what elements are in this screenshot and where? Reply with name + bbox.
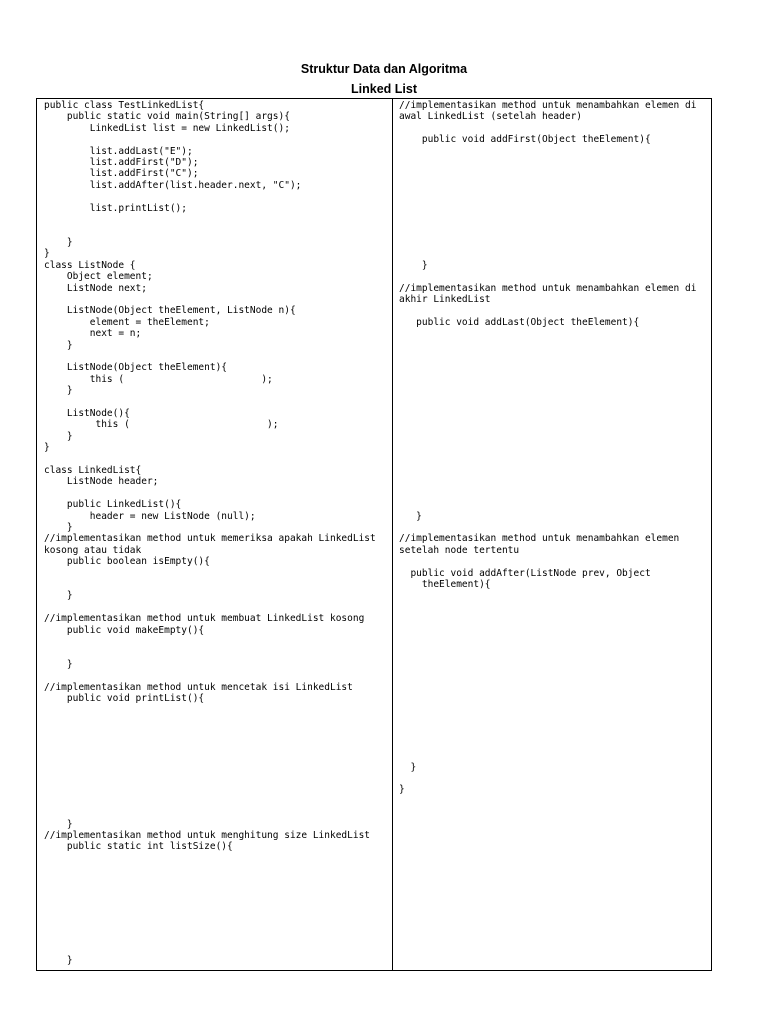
document-title: Struktur Data dan Algoritma <box>300 62 468 76</box>
document-subtitle: Linked List <box>351 82 417 96</box>
code-block-left: public class TestLinkedList{ public static void main(String[] args){ LinkedList list = new LinkedList(); list.addLast("E"); list.addFirst("D"); list.addFirst("C"); list.addAfter(list.header.next, "C"); list.printList(); } } class ListNode { Object element; ListNode next; ListNode(Object theElement, ListNode n){ element = theElement; next = n; } ListNode(Object theElement){ this ( ); } ListNode(){ this ( ); } } class LinkedList{ ListNode header; public LinkedList(){ header = new ListNode (null); } //implementasikan method untuk memeriksa apakah LinkedList kosong atau tidak public boolean isEmpty(){ } //implementasikan method untuk membuat LinkedList kosong public void makeEmpty(){ } //implementasikan method untuk mencetak isi LinkedList public void printList(){ } //implementasikan method untuk menghitung size LinkedList public static int listSize(){ } <box>44 100 376 967</box>
code-block-right: //implementasikan method untuk menambahkan elemen di awal LinkedList (setelah header) public void addFirst(Object theElement){ } //implementasikan method untuk menambahkan elemen di akhir LinkedList public void addLast(Object theElement){ } //implementasikan method untuk menambahkan elemen setelah node tertentu public void addAfter(ListNode prev, Object theElement){ } } <box>399 100 697 796</box>
column-divider <box>392 98 393 971</box>
